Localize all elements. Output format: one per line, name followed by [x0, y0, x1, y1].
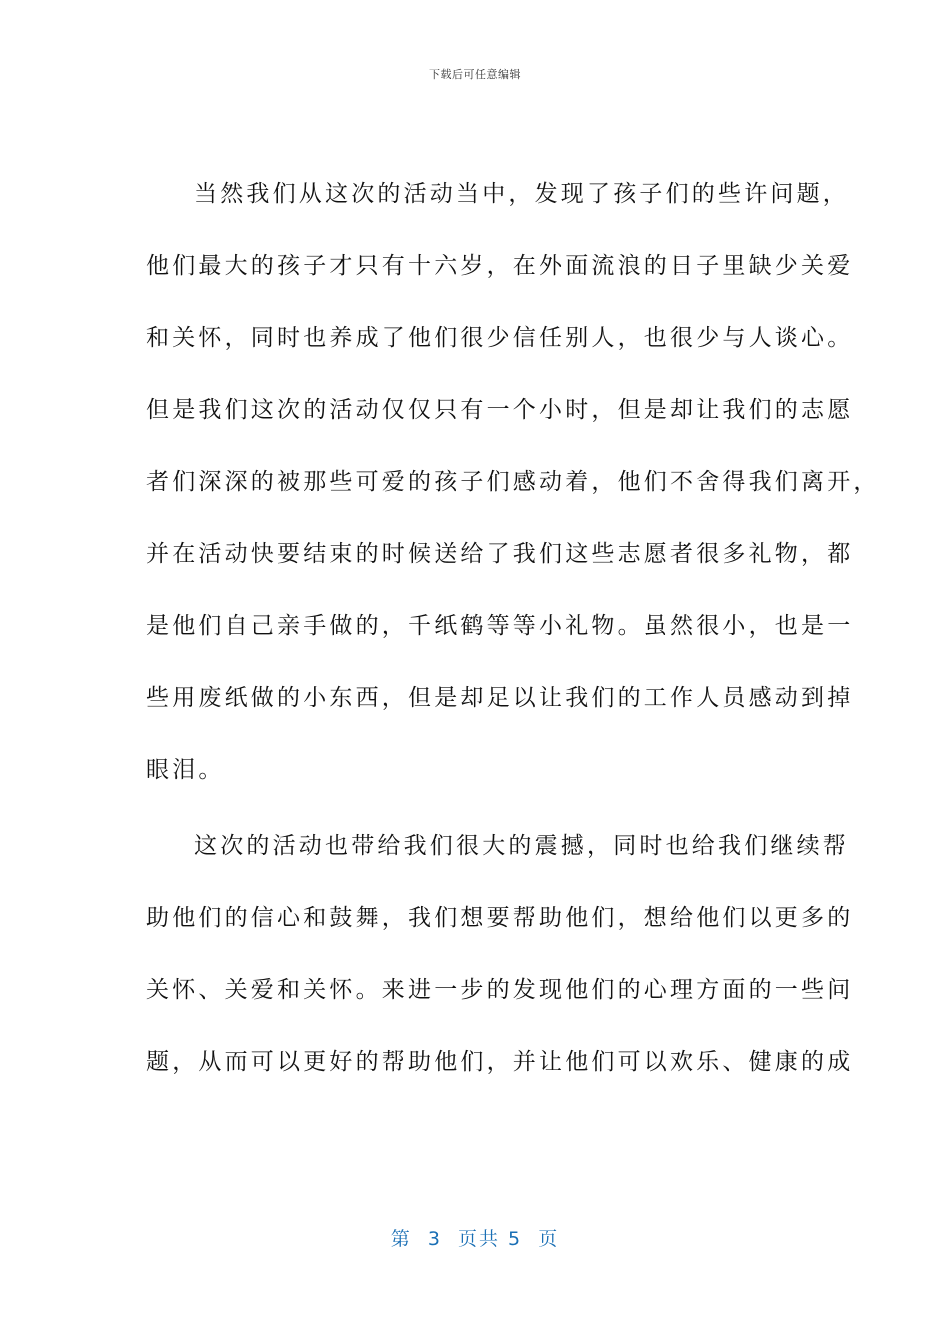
paragraph-2-line-3: 关怀、关爱和关怀。来进一步的发现他们的心理方面的一些问 [146, 977, 854, 1003]
paragraph-1-line-4: 但是我们这次的活动仅仅只有一个小时，但是却让我们的志愿 [146, 397, 854, 423]
paragraph-1-line-5: 者们深深的被那些可爱的孩子们感动着，他们不舍得我们离开， [146, 469, 880, 495]
paragraph-1-line-3: 和关怀，同时也养成了他们很少信任别人，也很少与人谈心。 [146, 325, 854, 351]
paragraph-1-line-9: 眼泪。 [146, 757, 225, 783]
paragraph-2-line-4: 题，从而可以更好的帮助他们，并让他们可以欢乐、健康的成 [146, 1049, 854, 1075]
paragraph-1-line-7: 是他们自己亲手做的，千纸鹤等等小礼物。虽然很小，也是一 [146, 613, 854, 639]
page-header: 下载后可任意编辑 [429, 68, 521, 81]
paragraph-1-line-8: 些用废纸做的小东西，但是却足以让我们的工作人员感动到掉 [146, 685, 854, 711]
page-number-footer: 第 3 页共 5 页 [390, 1228, 560, 1250]
paragraph-1-line-1: 当然我们从这次的活动当中，发现了孩子们的些许问题， [194, 181, 849, 207]
document-body [146, 174, 880, 1114]
paragraph-2-line-1: 这次的活动也带给我们很大的震撼，同时也给我们继续帮 [194, 833, 849, 859]
paragraph-1-line-6: 并在活动快要结束的时候送给了我们这些志愿者很多礼物，都 [146, 541, 854, 567]
paragraph-2-line-2: 助他们的信心和鼓舞，我们想要帮助他们，想给他们以更多的 [146, 905, 854, 931]
paragraph-1-line-2: 他们最大的孩子才只有十六岁，在外面流浪的日子里缺少关爱 [146, 253, 854, 279]
